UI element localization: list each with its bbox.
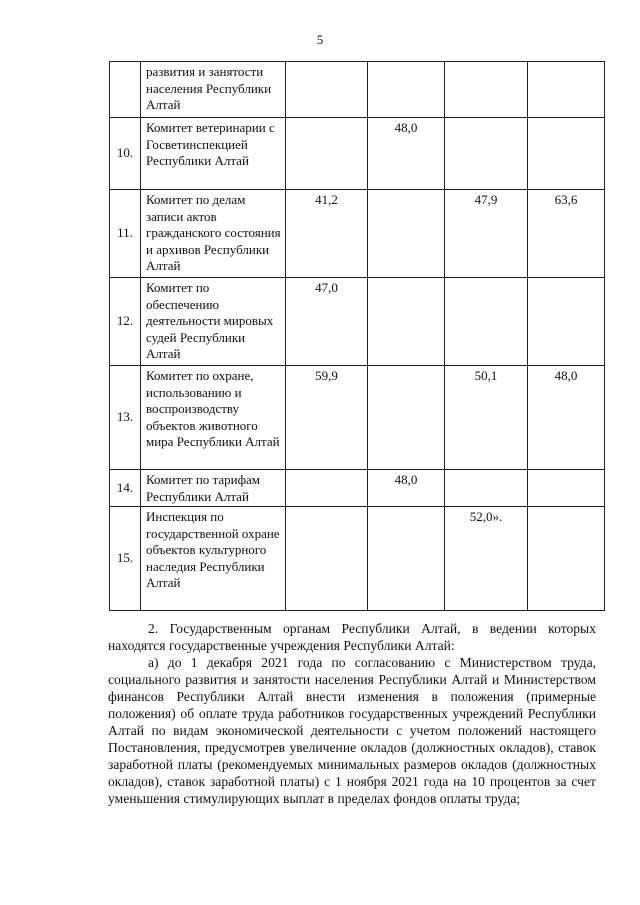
value-col-1: 59,9: [286, 366, 368, 470]
value-col-4: [528, 470, 605, 507]
value-col-3: 50,1: [445, 366, 528, 470]
value-col-3: [445, 62, 528, 118]
table-row: [110, 278, 605, 366]
salary-table: [109, 61, 605, 611]
value-col-2: [368, 190, 445, 278]
value-col-1: [286, 507, 368, 611]
value-col-2: [368, 507, 445, 611]
row-number: [110, 62, 141, 118]
value-col-4: 48,0: [528, 366, 605, 470]
table-row: [110, 118, 605, 190]
value-col-2: [368, 278, 445, 366]
table-row: [110, 507, 605, 611]
row-number: 12.: [110, 278, 141, 366]
table-row: [110, 190, 605, 278]
organ-name: Комитет ветеринарии с Госветинспекцией Республики Алтай: [141, 118, 286, 190]
table-row: [110, 366, 605, 470]
row-number: 14.: [110, 470, 141, 507]
value-col-3: [445, 470, 528, 507]
value-col-4: [528, 507, 605, 611]
value-col-2: [368, 366, 445, 470]
table-body: [110, 62, 605, 611]
value-col-1: 41,2: [286, 190, 368, 278]
table-row: [110, 62, 605, 118]
paragraph-2: а) до 1 декабря 2021 года по согласованию с Министерством труда, социального развития и занятости населения Республики Алтай и Министерством финансов Республики Алтай внести изменения в положения (примерные положения) об оплате труда работников государственных учреждений Республики Алтай по видам экономической деятельности с учетом положений настоящего Постановления, предусмотрев увеличение окладов (должностных окладов), ставок заработной платы (рекомендуемых минимальных размеров окладов (должностных окладов), ставок заработной платы) с 1 ноября 2021 года на 10 процентов за счет уменьшения стимулирующих выплат в пределах фондов оплаты труда;: [108, 655, 596, 806]
page-number: 5: [316, 32, 324, 47]
row-number: 13.: [110, 366, 141, 470]
value-col-3: 47,9: [445, 190, 528, 278]
value-col-1: [286, 62, 368, 118]
value-col-1: [286, 118, 368, 190]
paragraph-1: 2. Государственным органам Республики Алтай, в ведении которых находятся государственные учреждения Республики Алтай:: [108, 621, 596, 653]
value-col-4: 63,6: [528, 190, 605, 278]
value-col-3: [445, 278, 528, 366]
value-col-2: 48,0: [368, 470, 445, 507]
table-row: [110, 470, 605, 507]
organ-name: Комитет по обеспечению деятельности мировых судей Республики Алтай: [141, 278, 286, 366]
organ-name: Комитет по тарифам Республики Алтай: [141, 470, 286, 507]
organ-name: Комитет по делам записи актов гражданского состояния и архивов Республики Алтай: [141, 190, 286, 278]
row-number: 15.: [110, 507, 141, 611]
value-col-2: [368, 62, 445, 118]
value-col-1: [286, 470, 368, 507]
row-number: 10.: [110, 118, 141, 190]
value-col-4: [528, 278, 605, 366]
value-col-2: 48,0: [368, 118, 445, 190]
value-col-4: [528, 62, 605, 118]
value-col-1: 47,0: [286, 278, 368, 366]
organ-name: Инспекция по государственной охране объектов культурного наследия Республики Алтай: [141, 507, 286, 611]
value-col-3: 52,0».: [445, 507, 528, 611]
value-col-4: [528, 118, 605, 190]
value-col-3: [445, 118, 528, 190]
row-number: 11.: [110, 190, 141, 278]
organ-name: Комитет по охране, использованию и воспроизводству объектов животного мира Республики Алтай: [141, 366, 286, 470]
organ-name: развития и занятости населения Республики Алтай: [141, 62, 286, 118]
